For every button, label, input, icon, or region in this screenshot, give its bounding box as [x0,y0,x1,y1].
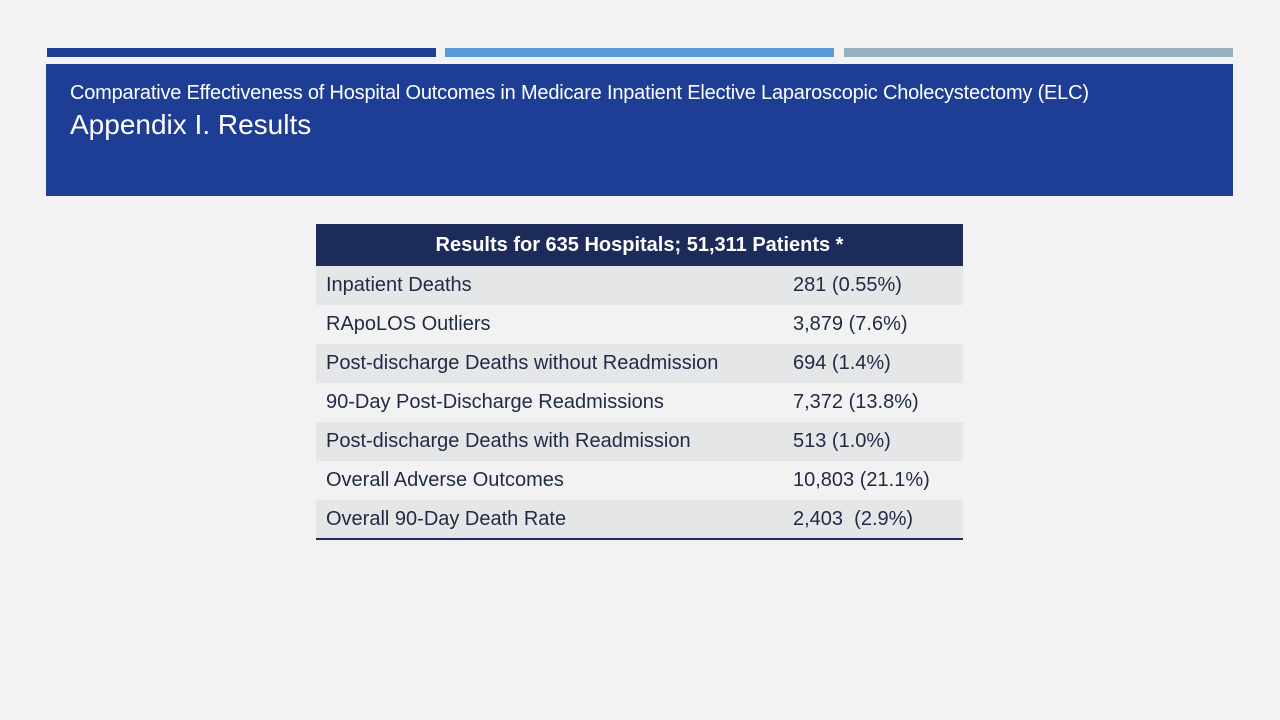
accent-bar-gray [844,48,1233,57]
slide-subtitle: Comparative Effectiveness of Hospital Outcomes in Medicare Inpatient Elective Laparoscopic Cholecystectomy (ELC) [70,82,1089,104]
table-row [316,344,963,383]
table-row [316,422,963,461]
row-value: 281 (0.55%) [783,266,963,305]
results-table [316,224,963,540]
table-row [316,305,963,344]
row-label: Overall 90-Day Death Rate [316,500,783,539]
table-heading: Results for 635 Hospitals; 51,311 Patients * [316,224,963,266]
row-value: 3,879 (7.6%) [783,305,963,344]
row-value: 694 (1.4%) [783,344,963,383]
table-row [316,266,963,305]
slide-title: Appendix I. Results [70,109,312,140]
row-value: 10,803 (21.1%) [783,461,963,500]
row-value: 7,372 (13.8%) [783,383,963,422]
table-header-row [316,224,963,266]
table-row [316,383,963,422]
accent-bar-dark-blue [47,48,436,57]
accent-bar-light-blue [445,48,834,57]
table-row [316,500,963,539]
title-band [46,64,1233,196]
row-value: 513 (1.0%) [783,422,963,461]
row-value: 2,403 (2.9%) [783,500,963,539]
table-row [316,461,963,500]
row-label: Inpatient Deaths [316,266,783,305]
row-label: RApoLOS Outliers [316,305,783,344]
row-label: Overall Adverse Outcomes [316,461,783,500]
row-label: Post-discharge Deaths without Readmission [316,344,783,383]
row-label: 90-Day Post-Discharge Readmissions [316,383,783,422]
row-label: Post-discharge Deaths with Readmission [316,422,783,461]
